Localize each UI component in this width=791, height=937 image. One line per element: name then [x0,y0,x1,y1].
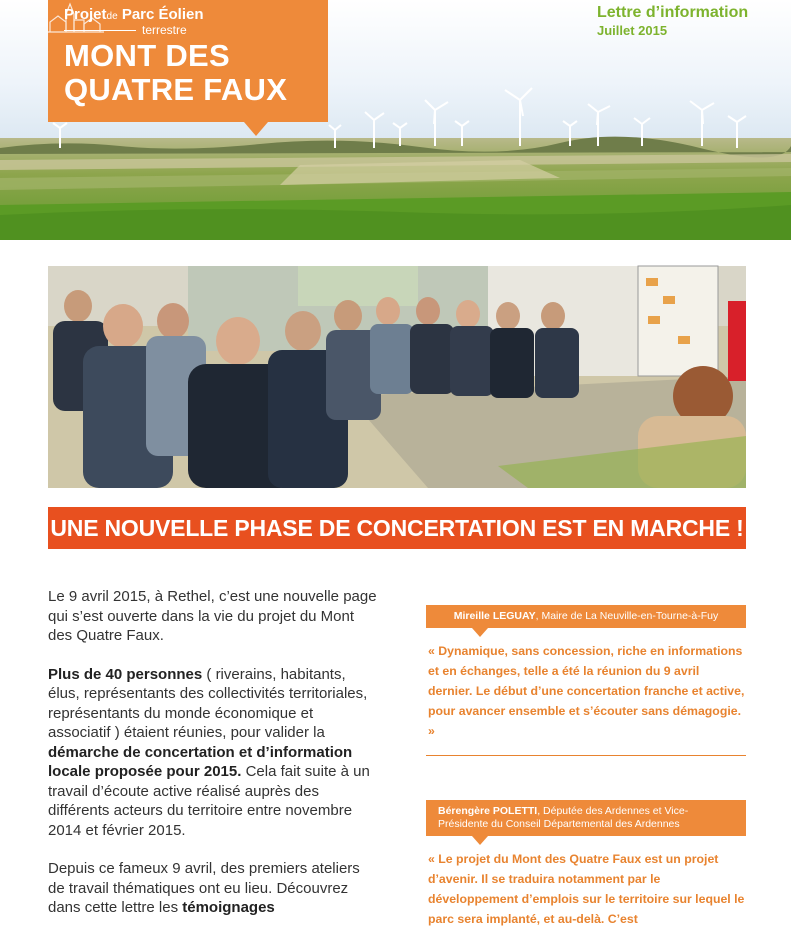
testimonial-author: Mireille LEGUAY, Maire de La Neuville-en-Tourne-à-Fuy [426,605,746,628]
divider [426,755,746,756]
paragraph-intro: Le 9 avril 2015, à Rethel, c’est une nouvelle page qui s’est ouverte dans la vie du projet du Mont des Quatre Faux. [48,588,377,644]
testimonial-leguay [426,605,746,756]
newsletter-date: Juillet 2015 [597,23,668,38]
project-title-line1: MONT DES [64,38,231,73]
terrestre-label: terrestre [142,23,187,37]
testimonials-label: témoignages [182,899,275,916]
newsletter-title: Lettre d’information [597,4,749,21]
concertation-emphasis: démarche de concertation et d’information locale proposée pour 2015. [48,743,353,780]
participants-count: Plus de 40 personnes [48,665,203,683]
paragraph-participants: Plus de 40 personnes ( riverains, habitants, élus, représentants des collectivités territoriales, représentants du monde économique et associatif ) étaient réunies, pour valider la démarche de concertation et d’information locale proposée pour 2015. Cela fait suite à un travail d’écoute active réalisé auprès des différents acteurs du territoire entre novembre 2014 et février 2015. [48,665,370,839]
newsletter-info [597,4,748,38]
testimonial-text: « Le projet du Mont des Quatre Faux est un projet d’avenir. Il se traduira notamment par le développement d’emplois sur le territoire sur lequel le parc sera implanté, et au-delà. C’est [428,852,745,926]
meeting-audience-image [48,266,746,488]
headline-bar: UNE NOUVELLE PHASE DE CONCERTATION EST EN MARCHE ! [48,507,746,549]
testimonial-author: Bérengère POLETTI, Députée des Ardennes et Vice-Présidente du Conseil Départemental des Ardennes [426,800,746,836]
meeting-photo [48,266,746,488]
header-banner [0,0,791,240]
project-title-block [48,0,328,122]
paragraph-workshops: Depuis ce fameux 9 avril, des premiers ateliers de travail thématiques ont eu lieu. Découvrez dans cette lettre les témoignages [48,860,360,916]
project-label: Projetde Parc Éolien [64,6,204,23]
article-body [48,587,378,937]
testimonial-text: « Dynamique, sans concession, riche en informations et en échanges, telle a été la réunion du 9 avril dernier. Le début d’une concertation franche et active, pour avancer ensemble et s’écouter sans démagogie. » [428,644,745,738]
village-church-icon [48,0,106,34]
project-title-line2: QUATRE FAUX [64,72,288,107]
testimonial-poletti [426,800,746,929]
